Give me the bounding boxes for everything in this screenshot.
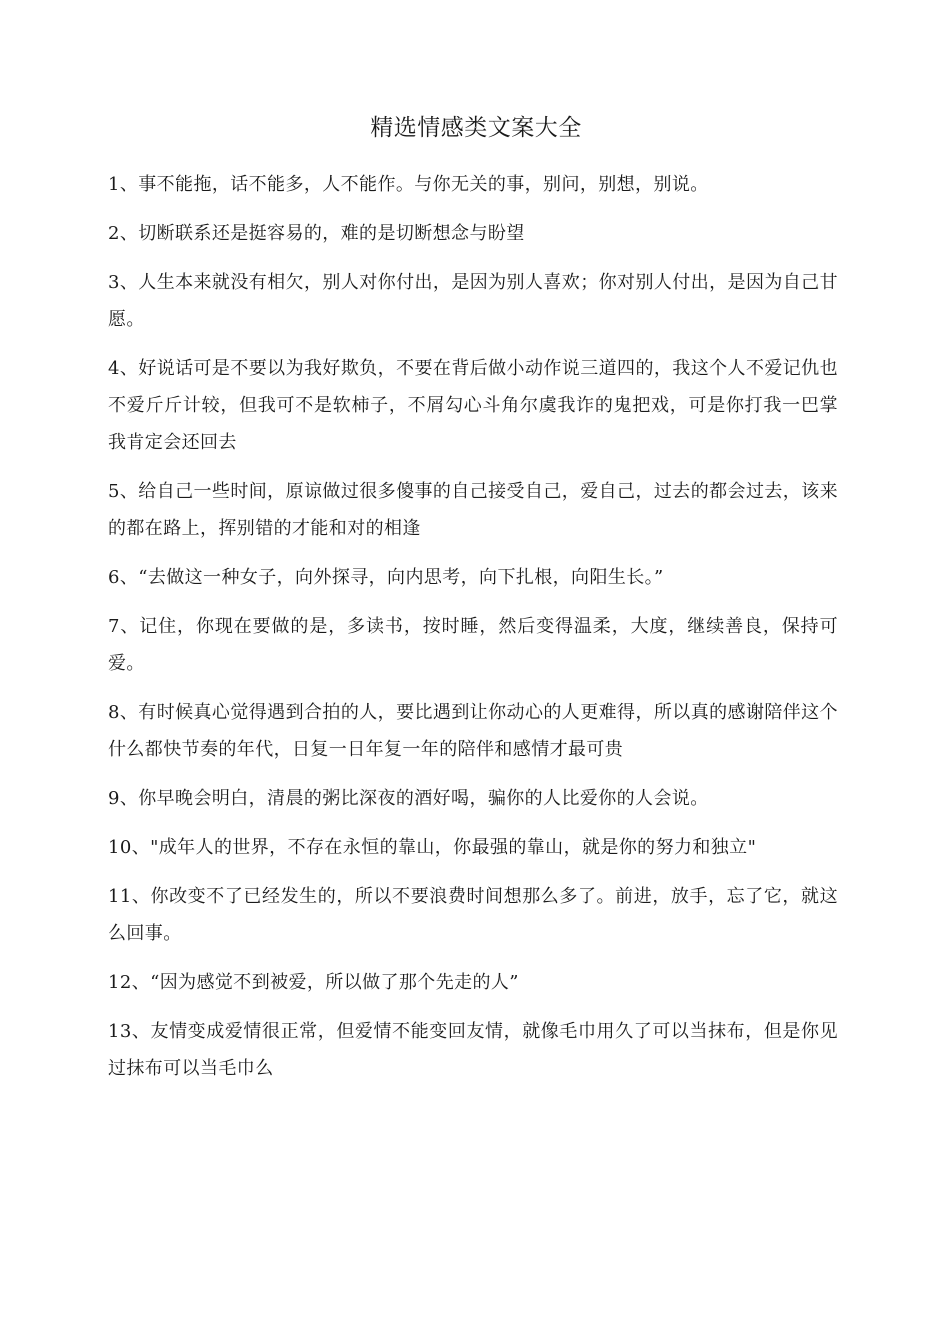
quote-item-7: 7、记住，你现在要做的是，多读书，按时睡，然后变得温柔，大度，继续善良，保持可爱。 xyxy=(108,616,838,674)
quote-item-5: 5、给自己一些时间，原谅做过很多傻事的自己接受自己，爱自己，过去的都会过去，该来的都在路上，挥别错的才能和对的相逢 xyxy=(108,481,838,539)
quote-item-12: 12、“因为感觉不到被爱，所以做了那个先走的人” xyxy=(108,972,519,993)
quote-item-4: 4、好说话可是不要以为我好欺负，不要在背后做小动作说三道四的，我这个人不爱记仇也不爱斤斤计较，但我可不是软柿子，不屑勾心斗角尔虞我诈的鬼把戏，可是你打我一巴掌我肯定会还回去 xyxy=(108,358,838,453)
quote-item-11: 11、你改变不了已经发生的，所以不要浪费时间想那么多了。前进，放手，忘了它，就这么回事。 xyxy=(108,886,838,944)
quote-item-8: 8、有时候真心觉得遇到合拍的人，要比遇到让你动心的人更难得，所以真的感谢陪伴这个什么都快节奏的年代，日复一日年复一年的陪伴和感情才最可贵 xyxy=(108,702,838,760)
quote-item-3: 3、人生本来就没有相欠，别人对你付出，是因为别人喜欢；你对别人付出，是因为自己甘愿。 xyxy=(108,272,838,330)
quote-item-6: 6、“去做这一种女子，向外探寻，向内思考，向下扎根，向阳生长。” xyxy=(108,567,664,588)
quote-item-9: 9、你早晚会明白，清晨的粥比深夜的酒好喝，骗你的人比爱你的人会说。 xyxy=(108,788,709,809)
quote-item-1: 1、事不能拖，话不能多，人不能作。与你无关的事，别问，别想，别说。 xyxy=(108,174,709,195)
quote-item-13: 13、友情变成爱情很正常，但爱情不能变回友情，就像毛巾用久了可以当抹布，但是你见过抹布可以当毛巾么 xyxy=(108,1021,838,1079)
quote-item-2: 2、切断联系还是挺容易的，难的是切断想念与盼望 xyxy=(108,223,525,244)
document-title: 精选情感类文案大全 xyxy=(370,115,582,141)
quote-list xyxy=(108,166,838,1087)
quote-item-10: 10、"成年人的世界，不存在永恒的靠山，你最强的靠山，就是你的努力和独立" xyxy=(108,837,757,858)
